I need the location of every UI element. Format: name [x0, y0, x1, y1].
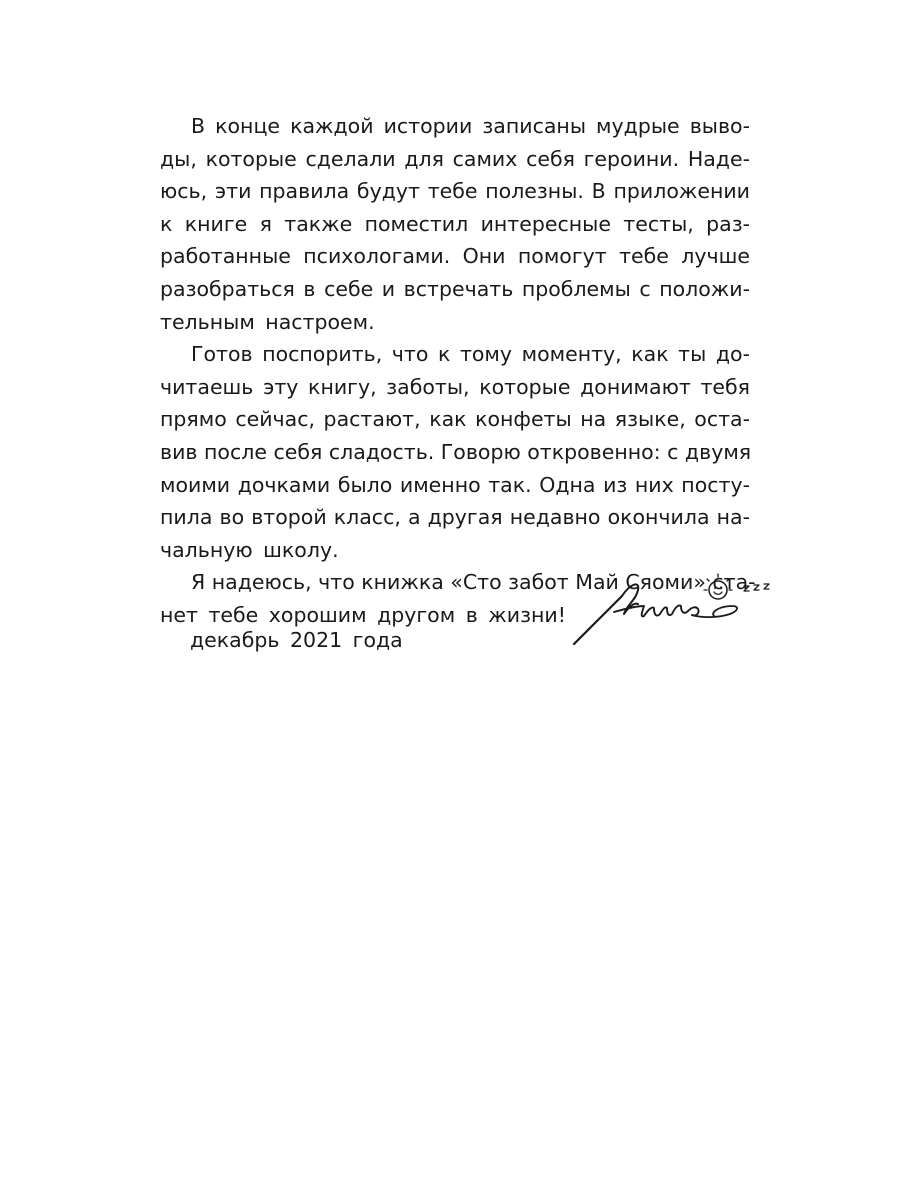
- text-line: работанные психологами. Они помогут тебе лучше: [160, 244, 750, 269]
- text-line: ды, которые сделали для самих себя героини. Наде-: [160, 146, 750, 171]
- text-line: чальную школу.: [160, 537, 339, 562]
- date-text: декабрь 2021 года: [190, 628, 403, 652]
- text-line: вив после себя сладость. Говорю откровенно: с двумя: [160, 439, 752, 464]
- text-line: читаешь эту книгу, заботы, которые донимают тебя: [160, 374, 750, 399]
- text-line: тельным настроем.: [160, 309, 375, 334]
- text-line: нет тебе хорошим другом в жизни!: [160, 602, 566, 627]
- text-line: юсь, эти правила будут тебе полезны. В приложении: [160, 179, 750, 204]
- text-line: прямо сейчас, растают, как конфеты на языке, оста-: [160, 407, 750, 432]
- text-line: В конце каждой истории записаны мудрые выво-: [191, 114, 750, 138]
- text-line: к книге я также поместил интересные тесты, раз-: [160, 211, 750, 236]
- signature-icon: [568, 562, 793, 657]
- text-line: Я надеюсь, что книжка «Сто забот Май Сяоми» ста-: [191, 570, 756, 595]
- body-text: [160, 110, 756, 632]
- text-line: моими дочками было именно так. Одна из них посту-: [160, 472, 750, 497]
- text-line: разобраться в себе и встречать проблемы с положи-: [160, 276, 750, 301]
- text-line: Готов поспорить, что к тому моменту, как ты до-: [191, 342, 750, 367]
- text-line: пила во второй класс, а другая недавно окончила на-: [160, 505, 750, 530]
